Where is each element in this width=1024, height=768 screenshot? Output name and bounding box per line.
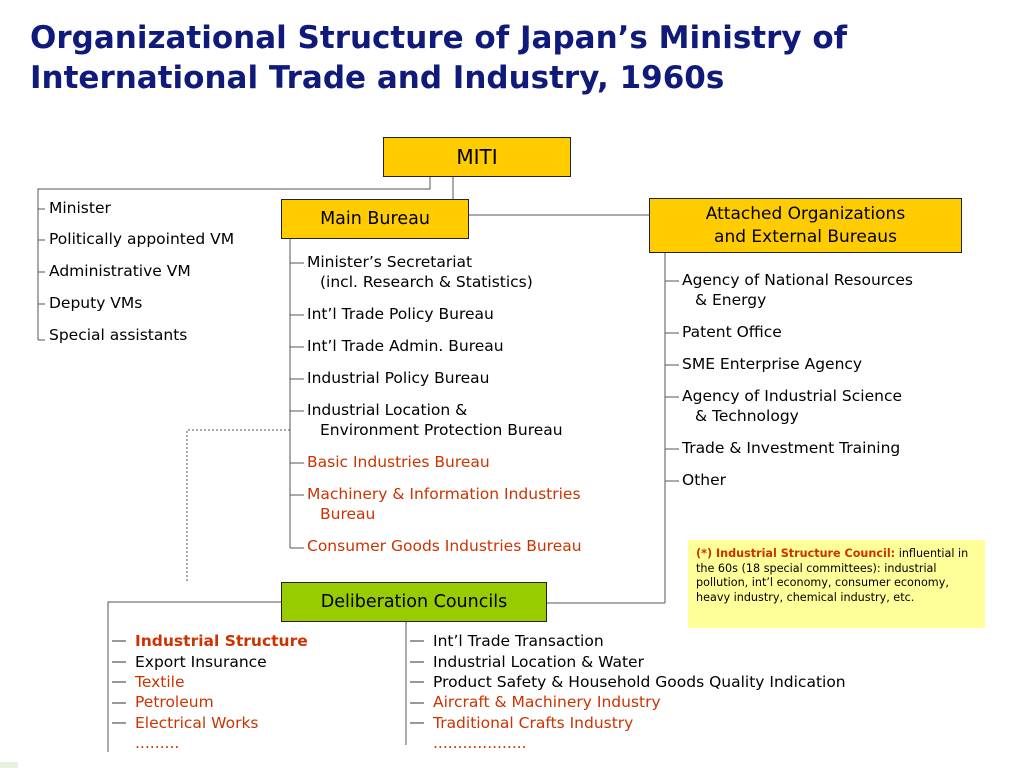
bureau-item [307,252,533,292]
minister-item: Minister [49,199,111,217]
bureau-item: Industrial Policy Bureau [307,369,490,387]
attached-item: Other [682,471,727,489]
bureau-line-1: Industrial Location & [307,401,468,419]
council-item: Traditional Crafts Industry [433,714,634,732]
attached-line-1: Agency of Industrial Science [682,387,902,405]
bureau-item: Basic Industries Bureau [307,453,490,471]
attached-item [682,386,902,426]
attached-item: Trade & Investment Training [682,439,901,457]
bureau-line-2: Environment Protection Bureau [320,421,563,439]
minister-item: Administrative VM [49,262,191,280]
main-bureau-box [281,199,469,239]
note-heading: (*) Industrial Structure Council: [696,547,896,560]
industrial-structure-note [688,540,985,628]
council-item: Export Insurance [135,653,267,671]
attached-line-1: Agency of National Resources [682,271,913,289]
bureau-item [307,484,581,524]
attached-item: SME Enterprise Agency [682,355,863,373]
council-item: Industrial Structure [135,632,308,650]
note-body: influential in the 60s (18 special committees): industrial pollution, int’l economy, consumer economy, heavy industry, chemical industry, etc. [696,547,969,604]
council-item: ......... [135,734,180,752]
bureau-item: Int’l Trade Admin. Bureau [307,337,504,355]
attached-line-2: & Technology [695,407,799,425]
attached-label-line-1: Attached Organizations [705,203,906,224]
bureau-item: Int’l Trade Policy Bureau [307,305,494,323]
attached-line-2: & Energy [695,291,767,309]
miti-box [383,137,571,177]
council-item: Aircraft & Machinery Industry [433,693,661,711]
bureau-line-2: (incl. Research & Statistics) [320,273,533,291]
bureau-item [307,400,563,440]
attached-organizations-box [649,198,962,253]
council-item: Textile [135,673,185,691]
council-item: Product Safety & Household Goods Quality Indication [433,673,846,691]
attached-item [682,270,913,310]
council-item: ................... [433,734,527,752]
bureau-line-1: Minister’s Secretariat [307,253,473,271]
main-bureau-label: Main Bureau [320,209,430,229]
council-item: Electrical Works [135,714,259,732]
title-line-2: International Trade and Industry, 1960s [30,60,725,96]
bureau-item: Consumer Goods Industries Bureau [307,537,582,555]
council-item: Petroleum [135,693,214,711]
council-item: Industrial Location & Water [433,653,644,671]
deliberation-label: Deliberation Councils [320,592,508,612]
corner-mark [0,762,18,768]
deliberation-councils-box [281,582,547,622]
bureau-line-1: Machinery & Information Industries [307,485,581,503]
minister-item: Deputy VMs [49,294,143,312]
minister-item: Politically appointed VM [49,230,235,248]
attached-label-line-2: and External Bureaus [714,226,897,247]
miti-label: MITI [456,145,498,169]
bureau-line-2: Bureau [320,505,376,523]
title-line-1: Organizational Structure of Japan’s Ministry of [30,20,848,56]
minister-item: Special assistants [49,326,188,344]
council-item: Int’l Trade Transaction [433,632,604,650]
attached-item: Patent Office [682,323,782,341]
